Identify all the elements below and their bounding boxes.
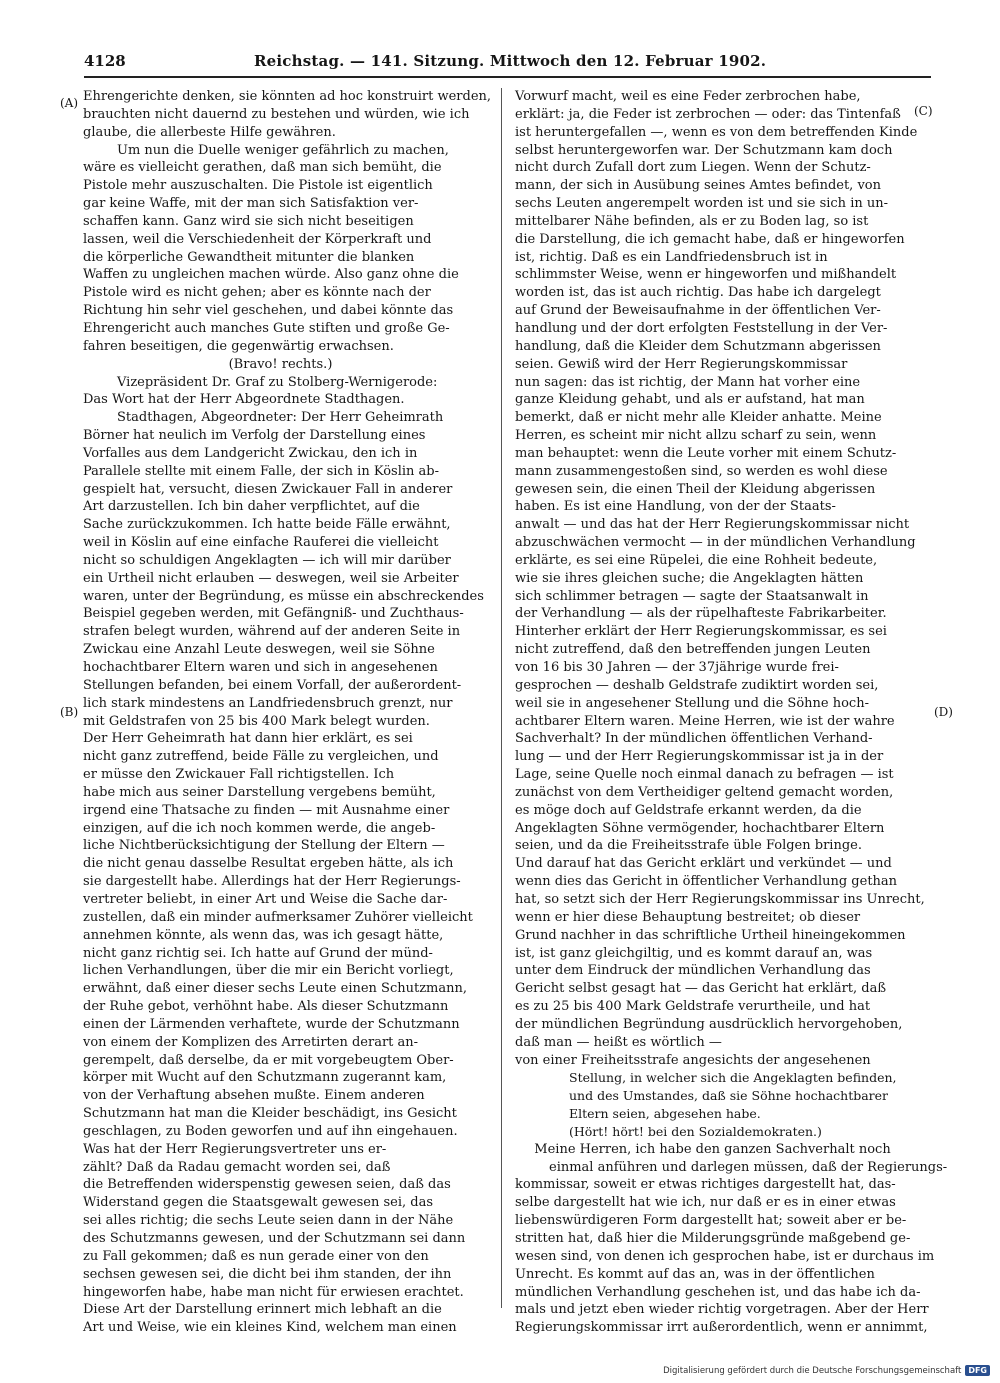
- text-line: lassen, weil die Verschiedenheit der Körperkraft und: [83, 231, 432, 247]
- text-line: Art und Weise, wie ein kleines Kind, welchem man einen: [83, 1320, 457, 1336]
- text-line: gewesen sein, die einen Theil der Kleidung abgerissen: [515, 481, 876, 497]
- text-line: worden ist, das ist auch richtig. Das habe ich dargelegt: [515, 285, 881, 301]
- text-line: sie dargestellt habe. Allerdings hat der Herr Regierungs-: [83, 874, 461, 890]
- text-line: der Ruhe gebot, verhöhnt habe. Als dieser Schutzmann: [83, 999, 449, 1015]
- text-line: lichen Verhandlungen, über die mir ein Bericht vorliegt,: [83, 963, 454, 979]
- text-line: stritten hat, daß hier die Milderungsgründe maßgebend ge-: [515, 1231, 911, 1246]
- text-line: Angeklagten Söhne vermögender, hochachtbarer Eltern: [515, 820, 885, 836]
- text-line: nun sagen: das ist richtig, der Mann hat vorher eine: [515, 374, 861, 390]
- text-line: irgend eine Thatsache zu finden — mit Ausnahme einer: [83, 802, 450, 818]
- footer-credit: [663, 1365, 990, 1376]
- text-line: mann zusammengestoßen sind, so werden es wohl diese: [515, 463, 888, 479]
- text-line: sei alles richtig; die sechs Leute seien dann in der Nähe: [83, 1213, 454, 1229]
- text-line: Ehrengerichte denken, sie könnten ad hoc konstruirt werden,: [83, 89, 492, 104]
- text-line: Vorwurf macht, weil es eine Feder zerbrochen habe,: [515, 89, 861, 104]
- text-line: gesprochen — deshalb Geldstrafe zudiktirt worden sei,: [515, 677, 879, 693]
- text-line: kommissar, soweit er etwas richtiges dargestellt hat, das-: [515, 1177, 896, 1193]
- text-line: ganze Kleidung gehabt, und als er aufstand, hat man: [515, 392, 865, 408]
- text-line: nicht so schuldigen Angeklagten — ich will mir darüber: [83, 552, 451, 568]
- text-line: Diese Art der Darstellung erinnert mich lebhaft an die: [83, 1302, 442, 1318]
- text-line: gespielt hat, versucht, diesen Zwickauer Fall in anderer: [83, 481, 453, 497]
- text-line: nicht ganz zutreffend, beide Fälle zu vergleichen, und: [83, 749, 439, 765]
- text-line: zählt? Daß da Radau gemacht worden sei, daß: [83, 1159, 391, 1175]
- text-line: einmal anführen und darlegen müssen, daß der Regierungs-: [549, 1159, 948, 1175]
- text-line: Regierungskommissar irrt außerordentlich, wenn er annimmt,: [515, 1320, 928, 1336]
- text-line: mals und jetzt eben wieder richtig vorgetragen. Aber der Herr: [515, 1302, 929, 1318]
- text-line: Widerstand gegen die Staatsgewalt gewesen sei, das: [83, 1195, 434, 1211]
- text-line: erwähnt, daß einer dieser sechs Leute einen Schutzmann,: [83, 981, 468, 997]
- text-line: Ehrengericht auch manches Gute stiften und große Ge-: [83, 320, 450, 336]
- text-line: mit Geldstrafen von 25 bis 400 Mark belegt wurden.: [83, 713, 430, 729]
- page-number: 4128: [84, 52, 126, 70]
- text-line: haben. Es ist eine Handlung, von der der Staats-: [515, 499, 836, 515]
- text-line: schaffen kann. Ganz wird sie sich nicht beseitigen: [83, 213, 414, 229]
- text-line: wesen sind, von denen ich gesprochen habe, ist er durchaus im: [515, 1248, 935, 1264]
- margin-mark-b: (B): [60, 705, 79, 719]
- text-line: Um nun die Duelle weniger gefährlich zu machen,: [117, 142, 449, 158]
- text-line: (Bravo! rechts.): [228, 356, 333, 372]
- text-line: der mündlichen Begründung ausdrücklich hervorgehoben,: [515, 1016, 903, 1032]
- text-line: handlung und der dort erfolgten Feststellung in der Ver-: [515, 320, 888, 336]
- text-line: zu Fall gekommen; daß es nun gerade einer von den: [83, 1248, 429, 1264]
- text-line: der Verhandlung — als der rüpelhafteste Fabrikarbeiter.: [515, 606, 887, 622]
- text-line: liche Nichtberücksichtigung der Stellung der Eltern —: [83, 838, 445, 854]
- text-line: brauchten nicht dauernd zu bestehen und würden, wie ich: [83, 106, 470, 122]
- text-line: annehmen könnte, als wenn das, was ich gesagt hätte,: [83, 927, 444, 943]
- text-line: die nicht genau dasselbe Resultat ergeben hätte, als ich: [83, 856, 454, 872]
- text-line: hochachtbarer Eltern waren und sich in angesehenen: [83, 660, 438, 675]
- text-line: einzigen, auf die ich noch kommen werde, die angeb-: [83, 820, 436, 836]
- page-header: [84, 48, 931, 78]
- text-line: (Hört! hört! bei den Sozialdemokraten.): [569, 1123, 822, 1139]
- margin-mark-d: (D): [934, 705, 953, 719]
- text-line: Schutzmann hat man die Kleider beschädigt, ins Gesicht: [83, 1106, 457, 1122]
- text-line: Und darauf hat das Gericht erklärt und verkündet — und: [515, 856, 892, 872]
- text-line: Grund nachher in das schriftliche Urtheil hineingekommen: [515, 927, 906, 943]
- text-line: Sache zurückzukommen. Ich hatte beide Fälle erwähnt,: [83, 517, 451, 533]
- text-line: zunächst von dem Vertheidiger geltend gemacht worden,: [515, 784, 894, 800]
- column-divider: [501, 88, 502, 1308]
- text-line: von der Verhaftung absehen mußte. Einem anderen: [83, 1088, 425, 1104]
- text-line: von einer Freiheitsstrafe angesichts der angesehenen: [515, 1052, 871, 1068]
- text-line: lung — und der Herr Regierungskommissar ist ja in der: [515, 749, 884, 765]
- text-line: bemerkt, daß er nicht mehr alle Kleider anhatte. Meine: [515, 410, 882, 426]
- text-line: Börner hat neulich im Verfolg der Darstellung eines: [83, 428, 426, 444]
- text-line: hat, so setzt sich der Herr Regierungskommissar ins Unrecht,: [515, 891, 925, 907]
- text-line: Richtung hin sehr viel geschehen, und dabei könnte das: [83, 303, 454, 319]
- text-line: Unrecht. Es kommt auf das an, was in der öffentlichen: [515, 1266, 875, 1282]
- text-line: strafen belegt wurden, während auf der anderen Seite in: [83, 624, 461, 640]
- text-line: es zu 25 bis 400 Mark Geldstrafe verurtheile, und hat: [515, 999, 871, 1015]
- text-line: zustellen, daß ein minder aufmerksamer Zuhörer vielleicht: [83, 909, 473, 925]
- text-line: ist heruntergefallen —, wenn es von dem betreffenden Kinde: [515, 124, 918, 140]
- text-line: mündlichen Verhandlung geschehen ist, und das habe ich da-: [515, 1284, 921, 1300]
- text-line: Meine Herren, ich habe den ganzen Sachverhalt noch: [534, 1141, 891, 1157]
- text-line: man behauptet: wenn die Leute vorher mit einem Schutz-: [515, 445, 897, 461]
- text-line: Was hat der Herr Regierungsvertreter uns er-: [83, 1141, 387, 1157]
- text-line: Stadthagen, Abgeordneter: Der Herr Geheimrath: [117, 410, 444, 426]
- text-line: hingeworfen habe, habe man nicht für erwiesen erachtet.: [83, 1284, 464, 1300]
- text-line: sich schlimmer betragen — sagte der Staatsanwalt in: [515, 588, 869, 604]
- text-line: glaube, die allerbeste Hilfe gewähren.: [83, 124, 336, 140]
- text-line: gar keine Waffe, mit der man sich Satisfaktion ver-: [83, 196, 419, 212]
- text-line: unter dem Eindruck der mündlichen Verhandlung das: [515, 963, 871, 979]
- text-line: Zwickau eine Anzahl Leute deswegen, weil sie Söhne: [83, 642, 435, 658]
- text-line: habe mich aus seiner Darstellung vergebens bemüht,: [83, 784, 436, 800]
- text-line: die körperliche Gewandtheit mitunter die blanken: [83, 249, 415, 265]
- text-line: mann, der sich in Ausübung seines Amtes befindet, von: [515, 178, 881, 194]
- text-line: ein Urtheil nicht erlauben — deswegen, weil sie Arbeiter: [83, 570, 459, 586]
- text-line: ist, ist ganz gleichgiltig, und es kommt darauf an, was: [515, 945, 873, 961]
- text-line: die Betreffenden widerspenstig gewesen seien, daß das: [83, 1177, 451, 1193]
- text-line: es möge doch auf Geldstrafe erkannt werden, da die: [515, 802, 862, 818]
- text-line: Parallele stellte mit einem Falle, der sich in Köslin ab-: [83, 463, 439, 479]
- text-line: vertreter beliebt, in einer Art und Weise die Sache dar-: [83, 891, 448, 907]
- text-line: körper mit Wucht auf den Schutzmann zugerannt kam,: [83, 1070, 447, 1086]
- text-line: Beispiel gegeben werden, mit Gefängniß- und Zuchthaus-: [83, 606, 464, 622]
- text-line: anwalt — und das hat der Herr Regierungskommissar nicht: [515, 517, 910, 533]
- text-line: wenn er hier diese Behauptung bestreitet; ob dieser: [515, 909, 861, 925]
- running-head: Reichstag. — 141. Sitzung. Mittwoch den 12. Februar 1902.: [254, 52, 767, 70]
- text-line: seien, und da die Freiheitsstrafe üble Folgen bringe.: [515, 838, 862, 854]
- left-text-column: [83, 88, 492, 1336]
- text-line: fahren beseitigen, die gegenwärtig erwachsen.: [83, 338, 394, 354]
- text-line: Waffen zu ungleichen machen würde. Also ganz ohne die: [83, 267, 459, 283]
- text-line: die Darstellung, die ich gemacht habe, daß er hingeworfen: [515, 231, 905, 247]
- text-line: seien. Gewiß wird der Herr Regierungskommissar: [515, 356, 848, 372]
- text-line: sechsen gewesen sei, die dicht bei ihm standen, der ihn: [83, 1266, 452, 1282]
- footer-text: Digitalisierung gefördert durch die Deutsche Forschungsgemeinschaft: [663, 1365, 962, 1376]
- text-line: Herren, es scheint mir nicht allzu scharf zu sein, wenn: [515, 428, 877, 444]
- text-line: wäre es vielleicht gerathen, daß man sich bemüht, die: [83, 160, 442, 176]
- margin-mark-a: (A): [60, 96, 79, 110]
- text-line: Pistole mehr auszuschalten. Die Pistole ist eigentlich: [83, 178, 433, 194]
- text-line: geschlagen, zu Boden geworfen und auf ihn eingehauen.: [83, 1123, 458, 1139]
- text-line: Pistole wird es nicht gehen; aber es könnte nach der: [83, 285, 431, 301]
- text-line: von 16 bis 30 Jahren — der 37jährige wurde frei-: [515, 660, 839, 675]
- text-line: mittelbarer Nähe befinden, als er zu Boden lag, so ist: [515, 213, 869, 229]
- text-line: des Schutzmanns gewesen, und der Schutzmann sei dann: [83, 1231, 466, 1246]
- text-line: Der Herr Geheimrath hat dann hier erklärt, es sei: [83, 731, 413, 747]
- text-line: weil in Köslin auf eine einfache Rauferei die vielleicht: [83, 535, 439, 551]
- text-line: weil sie in angesehener Stellung und die Söhne hoch-: [515, 695, 869, 711]
- text-line: lich stark mindestens an Landfriedensbruch grenzt, nur: [83, 695, 453, 711]
- text-line: nicht durch Zufall dort zum Liegen. Wenn der Schutz-: [515, 160, 871, 176]
- text-line: nicht ganz richtig sei. Ich hatte auf Grund der münd-: [83, 945, 433, 961]
- text-line: Vizepräsident Dr. Graf zu Stolberg-Wernigerode:: [117, 374, 438, 390]
- text-line: daß man — heißt es wörtlich —: [515, 1034, 722, 1050]
- text-line: er müsse den Zwickauer Fall richtigstellen. Ich: [83, 767, 395, 783]
- text-line: von einem der Komplizen des Arretirten derart an-: [83, 1034, 419, 1050]
- text-line: handlung, daß die Kleider dem Schutzmann abgerissen: [515, 338, 881, 354]
- text-line: Stellung, in welcher sich die Angeklagten befinden,: [569, 1070, 897, 1086]
- text-line: selbe dargestellt hat wie ich, nur daß er es in einer etwas: [515, 1195, 896, 1211]
- text-line: wie sie ihres gleichen suche; die Angeklagten hätten: [515, 570, 864, 586]
- text-line: waren, unter der Begründung, es müsse ein abschreckendes: [83, 588, 484, 604]
- text-line: nicht zutreffend, daß den betreffenden jungen Leuten: [515, 642, 871, 658]
- text-line: Gericht selbst gesagt hat — das Gericht hat erklärt, daß: [515, 981, 887, 997]
- text-line: und des Umstandes, daß sie Söhne hochachtbarer: [569, 1088, 889, 1104]
- right-text-column: [515, 88, 948, 1336]
- text-line: schlimmster Weise, wenn er hingeworfen und mißhandelt: [515, 267, 897, 283]
- text-line: einen der Lärmenden verhaftete, wurde der Schutzmann: [83, 1016, 460, 1032]
- text-line: gerempelt, daß derselbe, da er mit vorgebeugtem Ober-: [83, 1052, 454, 1068]
- text-line: Stellungen befanden, bei einem Vorfall, der außerordent-: [83, 677, 462, 693]
- dfg-logo: DFG: [965, 1365, 990, 1376]
- text-line: auf Grund der Beweisaufnahme in der öffentlichen Ver-: [515, 303, 881, 319]
- text-line: Das Wort hat der Herr Abgeordnete Stadthagen.: [83, 392, 405, 408]
- text-line: erklärte, es sei eine Rüpelei, die eine Rohheit bedeute,: [515, 552, 878, 568]
- text-line: abzuschwächen vermocht — in der mündlichen Verhandlung: [515, 535, 916, 551]
- text-line: Sachverhalt? In der mündlichen öffentlichen Verhand-: [515, 731, 873, 747]
- text-line: Lage, seine Quelle noch einmal danach zu befragen — ist: [515, 767, 894, 783]
- text-line: sechs Leuten angerempelt worden ist und sie sich in un-: [515, 196, 888, 212]
- text-line: Hinterher erklärt der Herr Regierungskommissar, es sei: [515, 624, 887, 640]
- text-line: wenn dies das Gericht in öffentlicher Verhandlung gethan: [515, 874, 898, 890]
- text-line: ist, richtig. Daß es ein Landfriedensbruch ist in: [515, 249, 828, 265]
- text-line: Eltern seien, abgesehen habe.: [569, 1106, 761, 1122]
- text-line: achtbarer Eltern waren. Meine Herren, wie ist der wahre: [515, 713, 895, 729]
- text-line: Vorfalles aus dem Landgericht Zwickau, den ich in: [83, 445, 418, 461]
- text-line: selbst heruntergeworfen war. Der Schutzmann kam doch: [515, 142, 893, 158]
- text-line: erklärt: ja, die Feder ist zerbrochen — oder: das Tintenfaß: [515, 106, 901, 122]
- margin-mark-c: (C): [914, 104, 933, 118]
- text-line: liebenswürdigeren Form dargestellt hat; soweit aber er be-: [515, 1213, 907, 1229]
- text-line: Art darzustellen. Ich bin daher verpflichtet, auf die: [83, 499, 420, 515]
